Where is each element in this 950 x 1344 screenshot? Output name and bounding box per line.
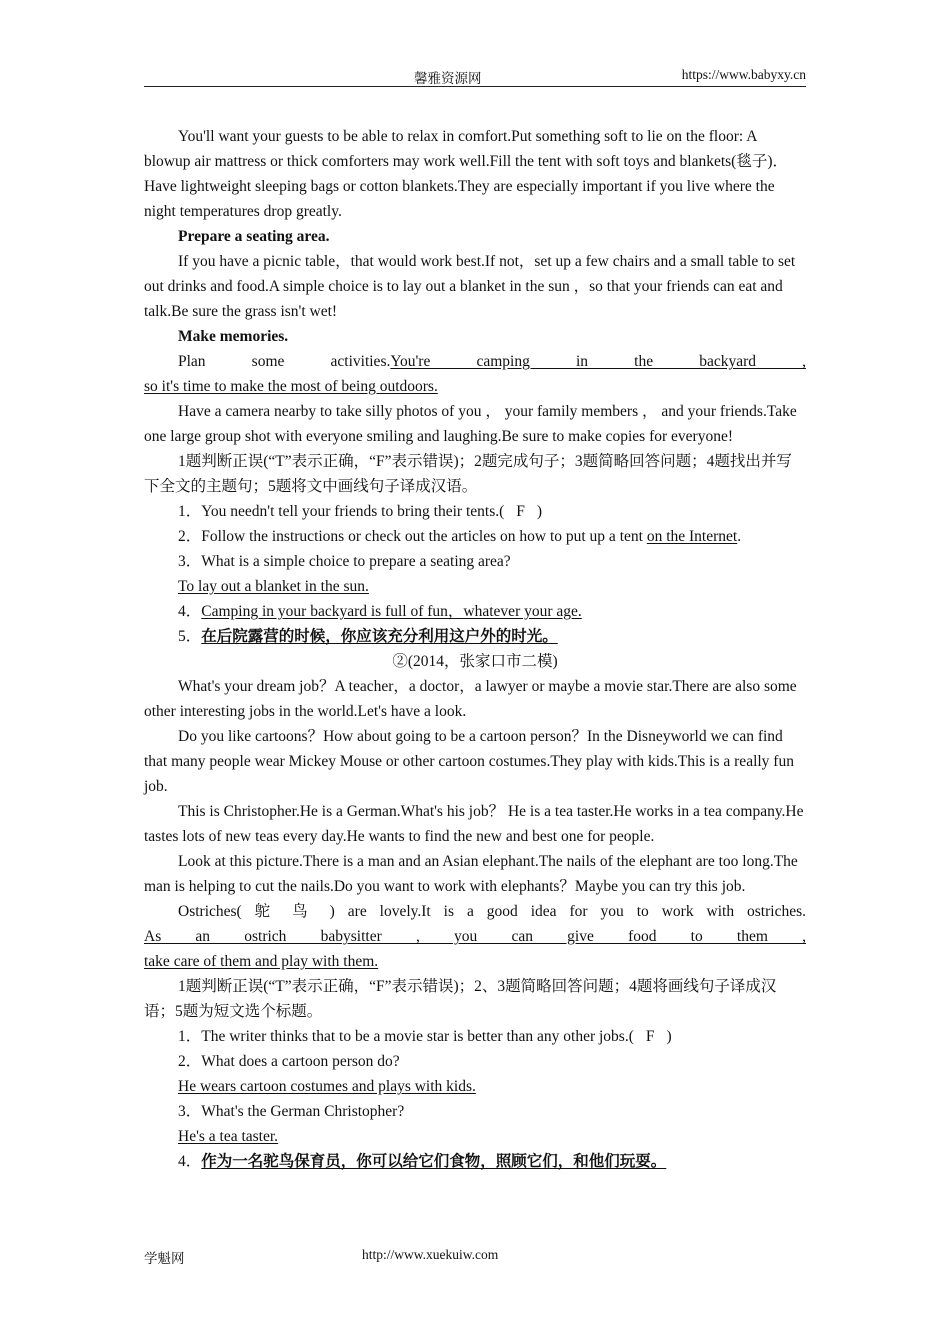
answer-text: He wears cartoon costumes and plays with kids. bbox=[178, 1078, 476, 1095]
paragraph-ostrich bbox=[144, 899, 806, 924]
underlined-sentence-part2: so it's time to make the most of being outdoors. bbox=[144, 378, 438, 395]
question-2-1 bbox=[144, 1024, 806, 1049]
question-number: 1． bbox=[178, 503, 202, 520]
paragraph-seating: If you have a picnic table，that would work best.If not，set up a few chairs and a small table to set out drinks and food.A simple choice is to lay out a blanket in the sun ，so that your friends can eat and talk.Be sure the grass isn't wet! bbox=[144, 253, 796, 320]
question-number: 4． bbox=[178, 1153, 202, 1170]
paragraph-cartoon: Do you like cartoons？How about going to be a cartoon person？In the Disneyworld we can find that many people wear Mickey Mouse or other cartoon costumes.They play with kids.This is a really fun job. bbox=[144, 728, 794, 795]
paragraph-activities-line1 bbox=[144, 349, 806, 374]
question-text: Follow the instructions or check out the articles on how to put up a tent bbox=[201, 528, 647, 545]
answer-2-2 bbox=[144, 1074, 806, 1099]
question-number: 2． bbox=[178, 1053, 202, 1070]
paragraph-ostrich-line2 bbox=[144, 924, 806, 949]
question-number: 2． bbox=[178, 528, 202, 545]
question-number: 1． bbox=[178, 1028, 202, 1045]
question-end: . bbox=[737, 528, 742, 545]
underlined-sentence-part1: You're camping in the backyard , bbox=[390, 353, 806, 370]
answer-2-3 bbox=[144, 1124, 806, 1149]
answer-text: He's a tea taster. bbox=[178, 1128, 279, 1145]
page-header bbox=[144, 62, 806, 87]
question-1-4 bbox=[144, 599, 806, 624]
paragraph-elephant: Look at this picture.There is a man and an Asian elephant.The nails of the elephant are too long.The man is helping to cut the nails.Do you want to work with elephants？Maybe you can try this job. bbox=[144, 853, 798, 895]
answer-text: 在后院露营的时候，你应该充分利用这户外的时光。 bbox=[201, 628, 558, 645]
header-site-name: 馨雅资源网 bbox=[414, 71, 482, 86]
ostrich-lead: Ostriches( 鸵 鸟 ) are lovely.It is a good idea for you to work with ostriches. bbox=[178, 903, 806, 920]
heading-seating-area bbox=[144, 224, 806, 249]
underlined-sentence-part2: take care of them and play with them. bbox=[144, 953, 379, 970]
question-text: The writer thinks that to be a movie star is better than any other jobs.( bbox=[201, 1028, 634, 1045]
question-number: 3． bbox=[178, 553, 202, 570]
question-bracket: ) bbox=[666, 1028, 672, 1045]
question-number: 3． bbox=[178, 1103, 202, 1120]
question-1-3 bbox=[144, 549, 806, 574]
question-2-3 bbox=[144, 1099, 806, 1124]
answer-1-3 bbox=[144, 574, 806, 599]
answer-text: To lay out a blanket in the sun. bbox=[178, 578, 369, 595]
paragraph-comfort: You'll want your guests to be able to relax in comfort.Put something soft to lie on the floor: A blowup air mattress or thick comforters may work well.Fill the tent with soft toys and blankets(毯子)．Have lightweight sleeping bags or cotton blankets.They are especially important if you live where the night temperatures drop greatly. bbox=[144, 128, 788, 220]
answer-text: on the Internet bbox=[646, 528, 738, 545]
question-text: You needn't tell your friends to bring their tents.( bbox=[201, 503, 505, 520]
paragraph-dream-job: What's your dream job？A teacher，a doctor，a lawyer or maybe a movie star.There are also some other interesting jobs in the world.Let's have a look. bbox=[144, 678, 797, 720]
footer-brand: 学魁网 bbox=[144, 1251, 185, 1266]
instructions-1: 1题判断正误(“T”表示正确，“F”表示错误)；2题完成句子；3题简略回答问题；4题找出并写下全文的主题句；5题将文中画线句子译成汉语。 bbox=[144, 453, 792, 495]
paragraph-ostrich-line3 bbox=[144, 949, 806, 974]
instructions-2: 1题判断正误(“T”表示正确，“F”表示错误)；2、3题简略回答问题；4题将画线句子译成汉语；5题为短文选个标题。 bbox=[144, 978, 777, 1020]
question-bracket: ) bbox=[536, 503, 543, 520]
question-2-2 bbox=[144, 1049, 806, 1074]
header-url[interactable]: https://www.babyxy.cn bbox=[681, 67, 806, 82]
paragraph-tea-taster: This is Christopher.He is a German.What's his job？ He is a tea taster.He works in a tea company.He tastes lots of new teas every day.He wants to find the new and best one for people. bbox=[144, 803, 804, 845]
heading-seating-text: Prepare a seating area. bbox=[178, 228, 330, 245]
question-number: 4． bbox=[178, 603, 202, 620]
answer-text: 作为一名驼鸟保育员，你可以给它们食物，照顾它们，和他们玩耍。 bbox=[201, 1153, 667, 1170]
question-2-4 bbox=[144, 1149, 806, 1174]
underlined-sentence-part1: As an ostrich babysitter , you can give food to them , bbox=[144, 928, 806, 945]
question-1-2 bbox=[144, 524, 806, 549]
passage-2-title: ②(2014，张家口市二模) bbox=[392, 653, 558, 670]
answer-mark: F bbox=[645, 1028, 655, 1045]
heading-memories bbox=[144, 324, 806, 349]
activities-lead: Plan some activities. bbox=[178, 353, 391, 370]
document-body bbox=[144, 124, 806, 1174]
question-text: What does a cartoon person do? bbox=[201, 1053, 400, 1070]
paragraph-activities-line2 bbox=[144, 374, 806, 399]
footer-url[interactable]: http://www.xuekuiw.com bbox=[362, 1247, 499, 1262]
question-number: 5． bbox=[178, 628, 202, 645]
answer-text: Camping in your backyard is full of fun，whatever your age. bbox=[201, 603, 582, 620]
question-1-1 bbox=[144, 499, 806, 524]
question-1-5 bbox=[144, 624, 806, 649]
question-text: What is a simple choice to prepare a seating area? bbox=[201, 553, 511, 570]
question-text: What's the German Christopher? bbox=[201, 1103, 405, 1120]
heading-memories-text: Make memories. bbox=[178, 328, 289, 345]
answer-mark: F bbox=[516, 503, 525, 520]
paragraph-camera: Have a camera nearby to take silly photos of you ， your family members ， and your friends.Take one large group shot with everyone smiling and laughing.Be sure to make copies for everyone! bbox=[144, 403, 797, 445]
